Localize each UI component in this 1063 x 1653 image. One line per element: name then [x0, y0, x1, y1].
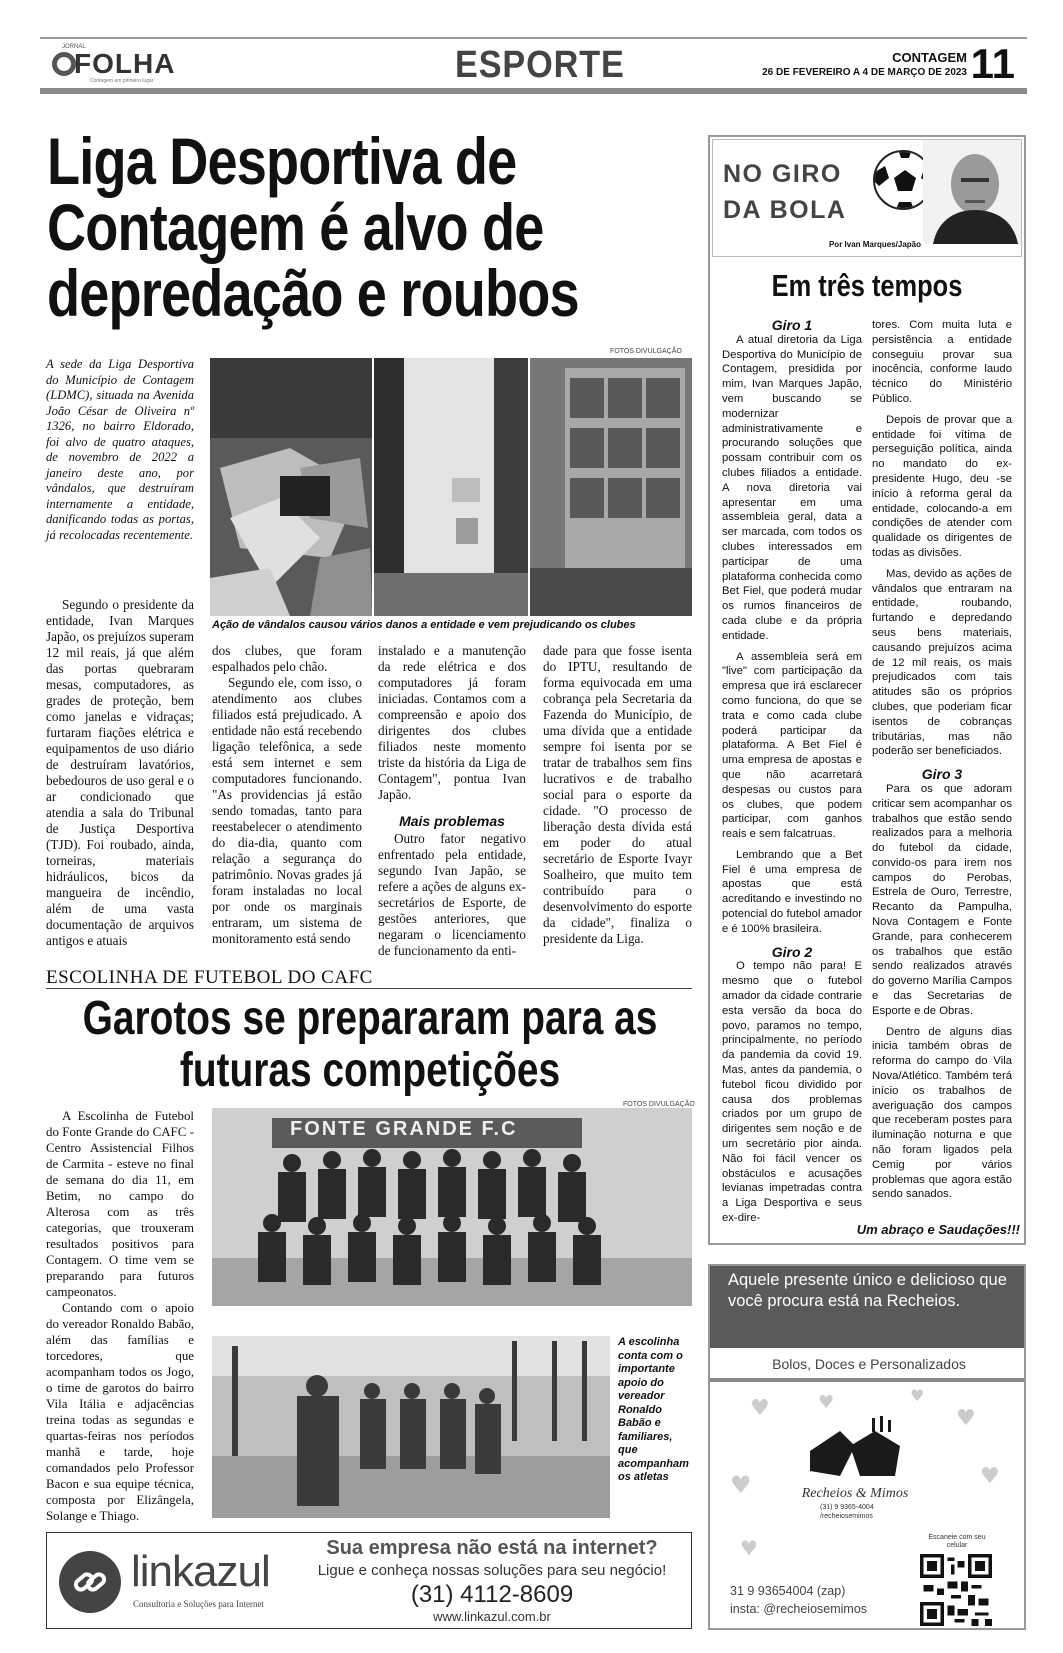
- logo-subtitle: Contagem em primeiro lugar: [90, 78, 154, 84]
- columnist-photo: [923, 140, 1021, 244]
- linkazul-phone[interactable]: (31) 4112-8609: [410, 1581, 574, 1608]
- giro-3-text: Para os que adoram criticar sem acompanhar os trabalhos que estão sendo realizados para a melhoria do futebol da cidade, convido-os para irem nos campos do Perobas, Estrela de Ouro, Terrestre, Recanto da Pampulha, Nova Contagem e Fonte Grande, para conhecerem os trabalhos que estão sendo realizados através do governo Marília Campos e das Secretarias de Esporte e de Obras.: [872, 782, 1012, 1017]
- heart-icon: ♥: [956, 1406, 976, 1431]
- second-photo-caption: A escolinha conta com o importante apoio do vereador Ronaldo Babão e familiares, que acompanham os atletas: [618, 1336, 689, 1483]
- team-banner-text: FONTE GRANDE F.C: [290, 1118, 518, 1140]
- main-col-3-subhead: Mais problemas: [399, 813, 505, 829]
- recheios-ad[interactable]: [708, 1264, 1026, 1630]
- main-col-3-p2: Outro fator negativo enfrentado pela entidade, segundo Ivan Japão, se refere a ações de alguns ex-secretários de Esporte, de gestões anteriores, que negaram o licenciamento de funcionamento da enti-: [378, 831, 526, 958]
- column-byline: Por Ivan Marques/Japão: [828, 240, 921, 249]
- second-kicker-rule: [46, 988, 692, 989]
- heart-icon: ♥: [750, 1396, 770, 1421]
- giro-3-p2: Dentro de alguns dias inicia também obras de reforma do campo do Vila Nova/Atlético. Também terá início os trabalhos de averiguação dos campos que receberam postes para iluminação noturna e que não foram ligados pela Cemig por vários problemas que agora estão sendo sanados.: [872, 1025, 1012, 1201]
- column-title-1: NO GIRO: [723, 160, 842, 188]
- section-title: ESPORTE: [455, 44, 625, 86]
- linkazul-sub: Ligue e conheça nossas soluções para seu negócio!: [317, 1562, 667, 1579]
- main-headline: Liga Desportiva de Contagem é alvo de depredação e roubos: [47, 124, 579, 330]
- main-col-4: [543, 643, 692, 947]
- linkazul-url[interactable]: www.linkazul.com.br: [433, 1609, 551, 1624]
- column-headline: Em três tempos: [771, 268, 963, 303]
- heart-icon: ♥: [740, 1536, 758, 1560]
- giro-1-p2: A assembleia será em "live" com participação da empresa que irá esclarecer como funciona, do que se trata e como cada clube poderá participar da plataforma. A Bet Fiel é uma empresa de apostas e que não acarretará despesas ou custos para os clubes, que podem participar, com ganhos reais e sem falcatruas.: [722, 650, 862, 841]
- header-bar: [40, 40, 1027, 88]
- heart-icon: ♥: [730, 1471, 752, 1499]
- main-col-2-p1: dos clubes, que foram espalhados pelo chão.: [212, 643, 362, 674]
- heart-icon: ♥: [818, 1392, 835, 1413]
- logo-small-top: JORNAL: [62, 44, 86, 50]
- second-kicker: ESCOLINHA DE FUTEBOL DO CAFC: [46, 967, 373, 988]
- linkazul-brand-sub: Consultoria e Soluções para Internet: [133, 1599, 264, 1609]
- recheios-brand: Recheios & Mimos: [801, 1486, 909, 1501]
- main-photo-caption: Ação de vândalos causou vários danos a entidade e vem prejudicando os clubes: [212, 619, 636, 631]
- column-title-2: DA BOLA: [723, 196, 847, 224]
- column-right-p2: Depois de provar que a entidade foi vítima de perseguição política, ainda no mandato do ex-presidente Hugo, deu -se início à reforma geral da entidade, colocando-a em condições de atender com qualidade os dirigentes de todas as divisões.: [872, 413, 1012, 559]
- newspaper-logo: [52, 46, 252, 86]
- main-col-2: [212, 643, 362, 947]
- main-col-3-p1: instalado e a manutenção da rede elétrica e dos computadores já foram iniciadas. Contamos com a compreensão e apoio dos dirigentes dos clubes filiados neste momento triste da história da Liga de Contagem", pontua Ivan Japão.: [378, 643, 526, 802]
- photo-supporters: [212, 1336, 610, 1518]
- recheios-brand-insta: /recheiosemimos: [820, 1513, 873, 1520]
- linkazul-brand: linkazul: [131, 1547, 270, 1596]
- header-dates: 26 DE FEVEREIRO A 4 DE MARÇO DE 2023: [762, 67, 967, 78]
- main-col-1: [46, 597, 194, 949]
- column-right: [872, 318, 1012, 1202]
- column-left: [722, 318, 862, 1226]
- recheios-tagline-band: [710, 1378, 1026, 1382]
- header-top-rule: [40, 37, 1027, 39]
- column-signoff: Um abraço e Saudações!!!: [856, 1222, 1020, 1237]
- recheios-insta[interactable]: insta: @recheiosemimos: [730, 1602, 868, 1616]
- photo-wall-damage: [374, 358, 528, 616]
- photo-team: [212, 1108, 692, 1306]
- main-photo-credit: FOTOS DIVULGAÇÃO: [610, 348, 682, 355]
- second-headline: Garotos se prepararam para as futuras competições: [82, 992, 658, 1097]
- logo-circle-icon: [52, 52, 76, 76]
- main-col-2-p2: Segundo ele, com isso, o atendimento aos clubes filiados está prejudicado. A entidade não está recebendo ligação telefônica, a sede está sem internet e sem computadores funcionando. "As providencias já estão sendo tomadas, tanto para reestabelecer o atendimento do dia-dia, quanto com relação a segurança do patrimônio. Novas grades já foram instaladas no local por onde os marginais entraram, um sistema de monitoramento está sendo: [212, 675, 362, 946]
- logo-text: FOLHA: [74, 48, 176, 79]
- main-col-4-text: dade para que fosse isenta do IPTU, resultando de forma equivocada em uma cobrança pela Secretaria da Fazenda do Município, de uma dívida que a entidade sempre foi isenta por se tratar de trabalhos sem fins lucrativos e de trabalho social para o esporte da cidade. "O processo de liberação desta dívida está em poder do atual secretário de Esporte Ivayr Soalheiro, que muito tem contribuído para o desenvolvimento do esporte da cidade", finaliza o presidente da Liga.: [543, 643, 692, 946]
- recheios-tagline: Bolos, Doces e Personalizados: [772, 1356, 966, 1372]
- giro-2-heading: Giro 2: [771, 943, 813, 960]
- giro-1-heading: Giro 1: [771, 317, 813, 333]
- column-right-p1: tores. Com muita luta e persistência a entidade conseguiu provar sua inocência, conforme laudo técnico do Ministério Público.: [872, 319, 1012, 405]
- heart-icon: ♥: [910, 1386, 925, 1405]
- linkazul-headline: Sua empresa não está na internet?: [326, 1537, 658, 1559]
- page-number: 11: [970, 40, 1015, 87]
- heart-icon: ♥: [980, 1464, 1000, 1489]
- recheios-logo: [800, 1416, 910, 1486]
- second-text-p1: A Escolinha de Futebol do Fonte Grande do CAFC - Centro Assistencial Filhos de Carmita - esteve no final de semana do dia 11, em Betim, no campo do Alterosa com as três categorias, que trouxeram resultados positivos para Contagem. O time vem se preparando para futuros campeonatos.: [46, 1109, 194, 1299]
- photo-debris: [210, 358, 372, 616]
- recheios-headline-band: [710, 1266, 1026, 1348]
- main-col-3: [378, 643, 526, 959]
- linkazul-link-icon: [59, 1551, 121, 1613]
- column-right-p3: Mas, devido as ações de vândalos que entraram na entidade, roubando, furtando e depredando seus bens materiais, causando prejuízos acima de 12 mil reais, os mais prejudicados com tais atitudes são os próprios clubes, que poderiam ficar isentos de cobranças tributárias, mas não poderão ser beneficiados.: [872, 567, 1012, 758]
- header-bottom-rule: [40, 88, 1027, 94]
- giro-2-text: O tempo não para! E mesmo que o futebol amador da cidade contrarie esta versão da boca do povo, paramos no tempo, principalmente, no período da pandemia da covid 19. Mas, antes da pandemia, o futebol ficou dividido por causa dos problemas criados por um grupo de dirigentes sem noção e de um secretário pior ainda. Não foi fácil vencer os obstáculos e acusações levianas impetradas contra a Liga Desportiva e seus ex-dire-: [722, 960, 862, 1225]
- second-text-p2: Contando com o apoio do vereador Ronaldo Babão, além das famílias e torcedores, que acompanham todos os Jogo, o time de garotos do bairro Vila Itália e adjacências treina todas as segundas e quartas-feiras nos períodos manhã e tarde, hoje comandados pelo Professor Bacon e sua equipe técnica, composta por Elizângela, Solange e Thiago.: [46, 1301, 194, 1523]
- second-photo-credit: FOTOS DIVULGAÇÃO: [623, 1101, 695, 1108]
- main-lead: A sede da Liga Desportiva do Município de Contagem (LDMC), situada na Avenida João César de Oliveira nº 1326, no bairro Eldorado, foi alvo de quatro ataques, de novembro de 2022 a janeiro deste ano, por vândalos, que destruíram internamente a entidade, danificando todas as portas, já recolocadas recentemente.: [46, 357, 194, 542]
- recheios-brand-phone: (31) 9 9365-4004: [820, 1504, 874, 1511]
- giro-1-p3: Lembrando que a Bet Fiel é uma empresa de apostas que está acreditando e investindo no potencial do futebol amador e é 100% brasileira.: [722, 848, 862, 935]
- recheios-headline: Aquele presente único e delicioso que você procura está na Recheios.: [728, 1271, 1007, 1310]
- recheios-phone[interactable]: 31 9 93654004 (zap): [730, 1584, 846, 1598]
- photo-lockers: [530, 358, 692, 616]
- recheios-scan: Escaneie com seu celular: [928, 1534, 986, 1549]
- header-city: CONTAGEM: [892, 50, 967, 65]
- linkazul-ad[interactable]: [46, 1532, 692, 1629]
- giro-1-text: A atual diretoria da Liga Desportiva do Município de Contagem, presidida por mim, Ivan Marques Japão, vem buscando se modernizar administrativamente e procurando soluções que possam contribuir com os clubes filiados a entidade. A nova diretoria vai apresentar em uma assembleia geral, data a ser marcada, com todos os clubes interessados em participar de uma plataforma conhecida como Bet Fiel, que poderá mudar os rumos financeiros de cada clube e da própria entidade.: [722, 333, 862, 642]
- second-text: [46, 1108, 194, 1524]
- main-col-1-text: Segundo o presidente da entidade, Ivan Marques Japão, os prejuízos superam 12 mil reais, já que além das portas quebraram mesas, computadores, as grades de proteção, bem como janelas e vidraças; furtaram fiações elétrica e equipamentos de uso diário de destruíram lavatórios, bebedouros de uso geral e o ar condicionado que atendia a sala do Tribunal de Justiça Desportiva (TJD). Foi roubado, ainda, torneiras, materiais hidráulicos, bicos da mangueira de incêndio, além de uma vasta documentação de arquivos antigos e atuais: [46, 597, 194, 948]
- qr-code[interactable]: [920, 1554, 992, 1626]
- giro-3-heading: Giro 3: [921, 766, 963, 783]
- column-header: [712, 139, 1022, 257]
